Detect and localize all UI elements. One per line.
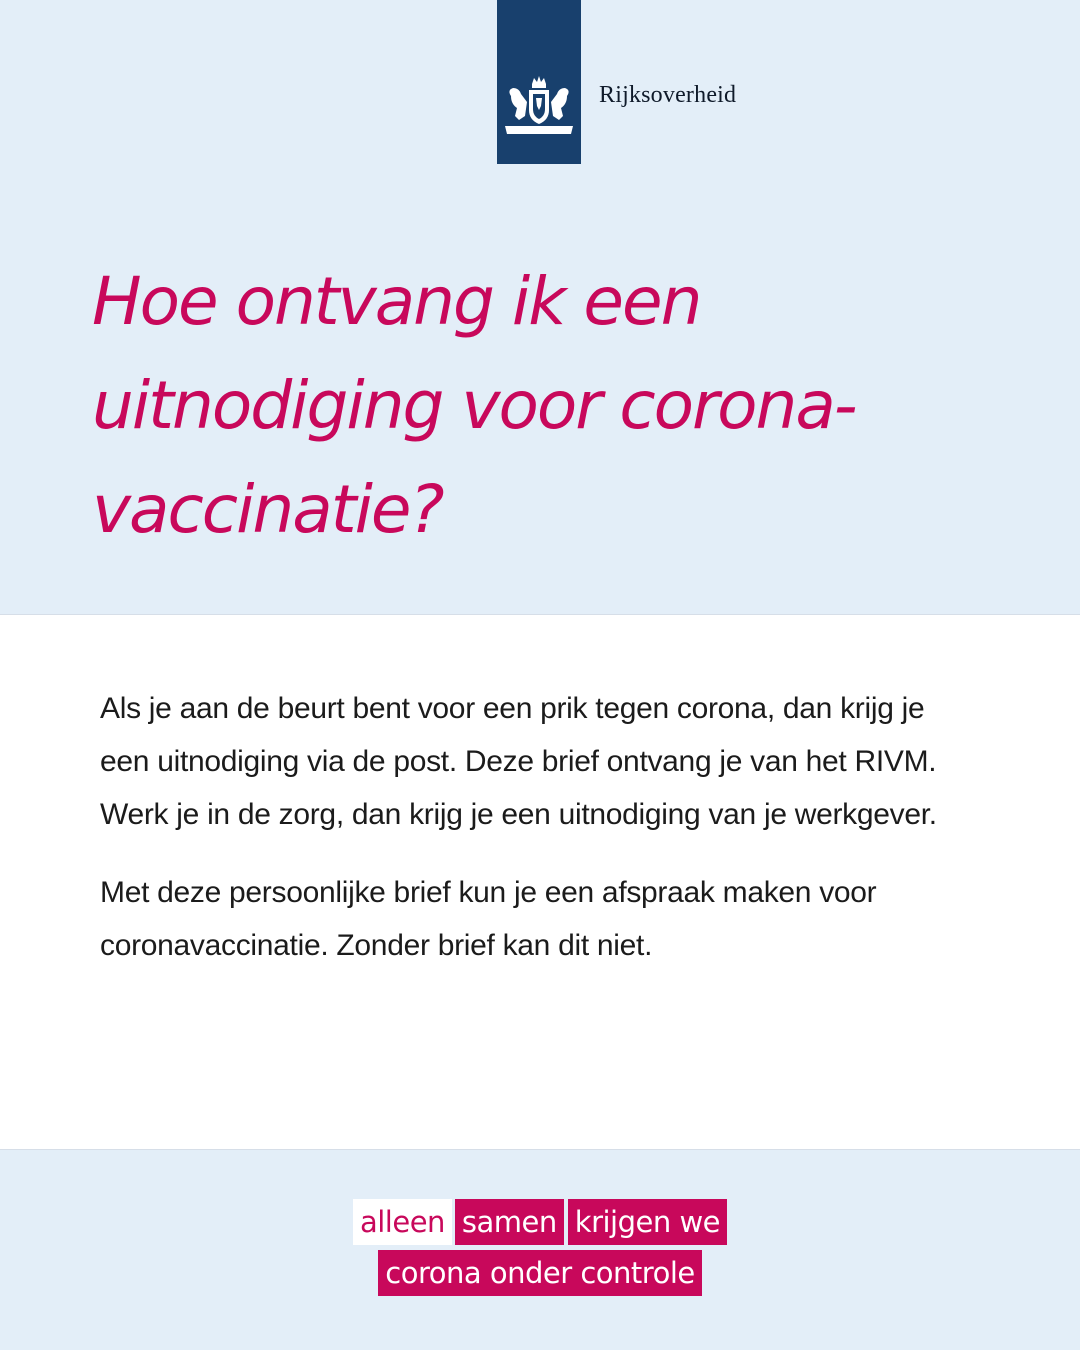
- slogan-line-2: [0, 1250, 1080, 1296]
- slogan-word-alleen: alleen: [353, 1199, 452, 1245]
- slogan-word-samen: samen: [455, 1199, 564, 1245]
- coat-of-arms-icon: [497, 76, 581, 142]
- title-line-3: vaccinatie?: [92, 471, 443, 548]
- page-title: [92, 250, 1012, 562]
- paragraph-2: Met deze persoonlijke brief kun je een afspraak maken voor coronavaccinatie. Zonder brief kan dit niet.: [100, 876, 877, 962]
- org-name: Rijksoverheid: [599, 82, 737, 108]
- paragraph-1: Als je aan de beurt bent voor een prik tegen corona, dan krijg je een uitnodiging via de post. Deze brief ontvang je van het RIVM. Werk je in de zorg, dan krijg je een uitnodiging van je werkgever.: [100, 692, 937, 831]
- slogan-line-1: [0, 1199, 1080, 1245]
- title-line-2: uitnodiging voor corona-: [92, 367, 856, 444]
- logo-bar: [497, 0, 581, 164]
- body-text: [100, 682, 980, 997]
- campaign-slogan: [0, 1199, 1080, 1301]
- title-line-1: Hoe ontvang ik een: [92, 263, 701, 340]
- slogan-corona-onder-controle: corona onder controle: [378, 1250, 701, 1296]
- slogan-word-krijgen-we: krijgen we: [568, 1199, 727, 1245]
